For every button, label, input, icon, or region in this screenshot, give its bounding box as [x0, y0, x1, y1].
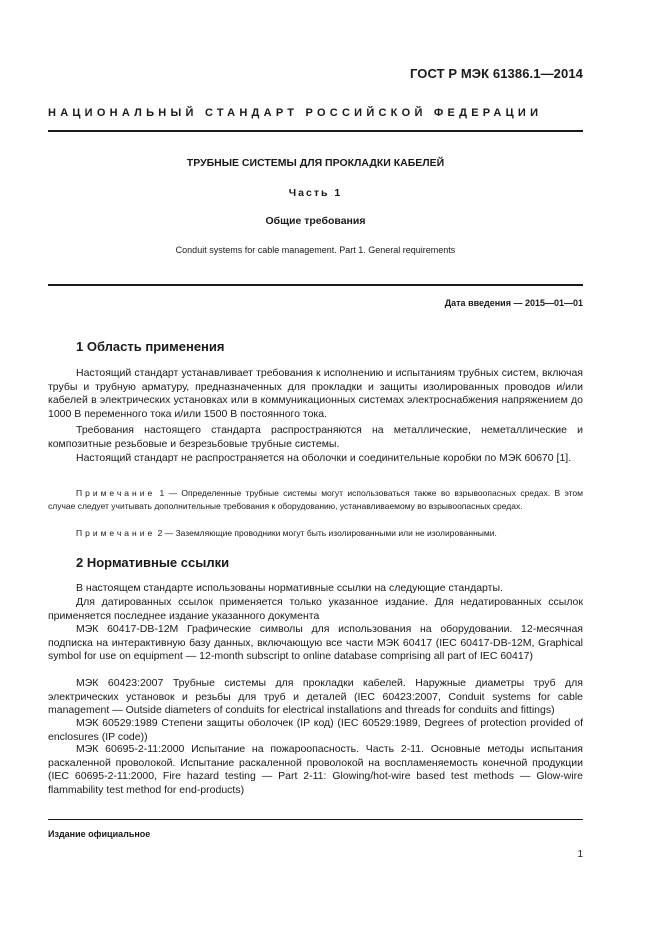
document-title: ТРУБНЫЕ СИСТЕМЫ ДЛЯ ПРОКЛАДКИ КАБЕЛЕЙ: [186, 157, 445, 169]
reference-item: МЭК 60417-DB-12M Графические символы для использования на оборудовании. 12-месячная подписка на интерактивную базу данных, включающую все части МЭК 60417 (IEC 60417-DB-12M, Graphical symbol for use on equipment — 12-month subscript to online database comprising all part of IEC 60417): [48, 623, 583, 662]
standard-code: ГОСТ Р МЭК 61386.1—2014: [409, 66, 583, 81]
section-2-paragraph: В настоящем стандарте использованы нормативные ссылки на следующие стандарты.: [76, 582, 503, 594]
official-edition-label: Издание официальное: [48, 829, 151, 839]
national-standard-banner: НАЦИОНАЛЬНЫЙ СТАНДАРТ РОССИЙСКОЙ ФЕДЕРАЦИИ: [48, 107, 543, 119]
reference-item: МЭК 60695-2-11:2000 Испытание на пожароопасность. Часть 2-11. Основные методы испытания раскаленной проволокой. Испытание раскаленной проволокой на воспламеняемость конечной продукции (IEC 60695-2-11:2000, Fire hazard testing — Part 2-11: Glowing/hot-wire based test methods — Glow-wire flammability test method for end-products): [48, 743, 583, 796]
section-1-paragraph: Настоящий стандарт не распространяется на оболочки и соединительные коробки по МЭК 60670 [1].: [76, 452, 572, 464]
footer-divider: [48, 819, 583, 820]
part-label: Часть 1: [288, 187, 343, 199]
document-subtitle: Общие требования: [265, 215, 366, 227]
reference-item: МЭК 60423:2007 Трубные системы для прокладки кабелей. Наружные диаметры труб для электрических установок и резьбы для труб и деталей (IEC 60423:2007, Conduit systems for cable management — Outside diameters of conduits for electrical installations and threads for conduits and fittings): [48, 677, 583, 716]
page-number: 1: [577, 849, 583, 860]
note-text: 2 — Заземляющие проводники могут быть изолированными или не изолированными.: [157, 528, 497, 538]
section-1-paragraph: Настоящий стандарт устанавливает требования к исполнению и испытаниям трубных систем, включая трубы и трубную арматуру, предназначенных для прокладки и защиты изолированных проводов и/или кабелей в электрических установках или в коммуникационных системах электроснабжения напряжением до 1000 В переменного тока и/или 1500 В постоянного тока.: [48, 367, 583, 420]
note-2: [48, 527, 583, 540]
note-label: Примечание: [76, 528, 156, 538]
top-divider: [48, 130, 583, 132]
note-1: [48, 487, 583, 512]
section-1-paragraph: Требования настоящего стандарта распространяются на металлические, неметаллические и композитные резьбовые и безрезьбовые трубные системы.: [48, 424, 583, 450]
reference-item: МЭК 60529:1989 Степени защиты оболочек (IP код) (IEC 60529:1989, Degrees of protection provided of enclosures (IP code)): [48, 717, 583, 743]
note-text: 1 — Определенные трубные системы могут использоваться также во взрывоопасных средах. В этом случае следует учитывать дополнительные требования к оборудованию, устанавливаемому во взрывоопасных средах.: [48, 488, 583, 511]
note-label: Примечание: [76, 488, 156, 498]
title-divider: [48, 284, 583, 286]
introduction-date: Дата введения — 2015—01—01: [444, 298, 583, 308]
section-1-heading: 1 Область применения: [76, 339, 225, 354]
english-title: Conduit systems for cable management. Part 1. General requirements: [175, 245, 456, 255]
section-2-heading: 2 Нормативные ссылки: [76, 555, 230, 570]
section-2-paragraph: Для датированных ссылок применяется только указанное издание. Для недатированных ссылок применяется последнее издание указанного документа: [48, 596, 583, 622]
